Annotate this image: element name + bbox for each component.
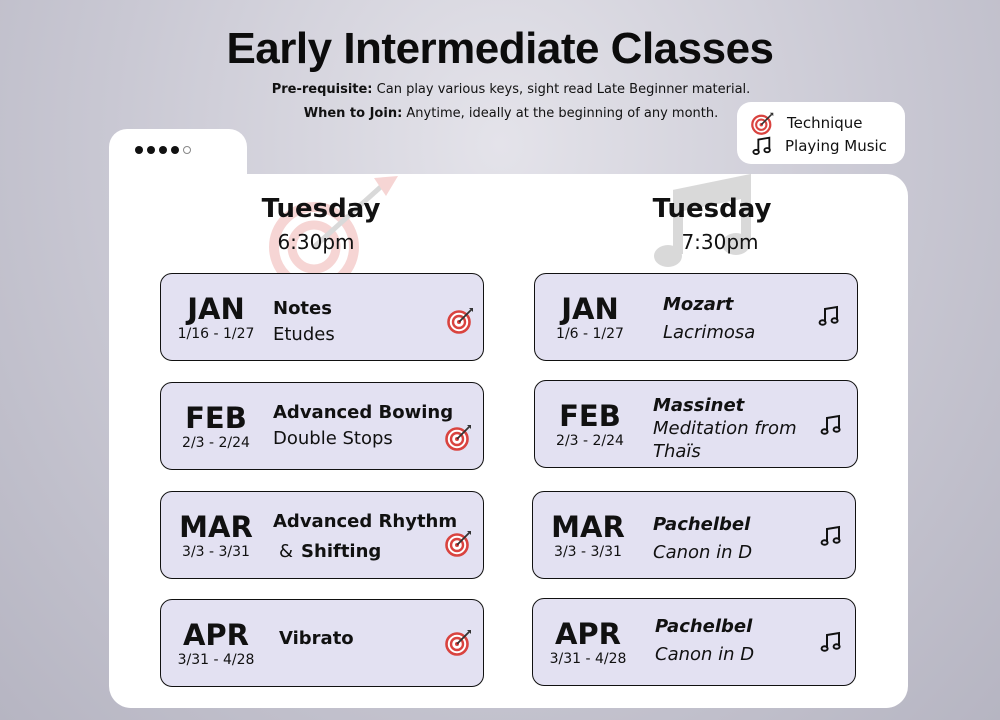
class-composer: Massinet <box>653 395 745 416</box>
column-2-day: Tuesday <box>652 194 772 224</box>
target-icon <box>751 111 775 135</box>
music-watermark-icon <box>650 172 760 276</box>
class-subtopic: Double Stops <box>273 428 393 449</box>
music-note-icon <box>819 413 843 437</box>
when-to-join-text: Anytime, ideally at the beginning of any month. <box>402 106 719 121</box>
class-topic: Advanced Bowing <box>273 402 454 423</box>
class-topic: Notes <box>273 298 332 319</box>
dot <box>183 146 191 154</box>
class-composer: Pachelbel <box>655 616 753 637</box>
column-1-day: Tuesday <box>261 194 381 224</box>
class-subtopic <box>279 541 381 562</box>
class-card-apr-technique[interactable] <box>160 599 484 687</box>
legend-music <box>751 135 887 157</box>
prerequisite-line <box>0 82 1000 97</box>
dot <box>171 146 179 154</box>
class-card-mar-technique[interactable] <box>160 491 484 579</box>
target-icon <box>447 306 475 334</box>
when-to-join-label: When to Join: <box>303 106 403 121</box>
class-month: FEB <box>185 401 247 435</box>
legend-technique-label: Technique <box>787 114 863 132</box>
prerequisite-label: Pre-requisite: <box>271 82 373 97</box>
class-composer: Mozart <box>663 294 734 315</box>
class-card-jan-technique[interactable] <box>160 273 484 361</box>
class-card-feb-music[interactable] <box>534 380 858 468</box>
class-month: JAN <box>187 292 245 326</box>
class-month: MAR <box>551 510 625 544</box>
class-topic: Vibrato <box>279 628 354 649</box>
class-topic: Advanced Rhythm <box>273 511 458 532</box>
target-watermark-icon <box>256 172 406 282</box>
target-icon <box>445 628 473 656</box>
target-icon <box>445 423 473 451</box>
class-card-feb-technique[interactable] <box>160 382 484 470</box>
class-month: APR <box>182 618 250 652</box>
class-date-range: 3/31 - 4/28 <box>549 651 627 667</box>
class-date-range: 1/6 - 1/27 <box>556 326 624 342</box>
legend-technique <box>751 111 863 135</box>
target-icon <box>445 529 473 557</box>
class-date-range: 1/16 - 1/27 <box>177 326 255 342</box>
dot <box>159 146 167 154</box>
class-date-range: 2/3 - 2/24 <box>182 435 250 451</box>
class-subtopic-ampersand: & <box>279 541 294 562</box>
window-dots <box>135 146 191 154</box>
music-note-icon <box>751 135 773 157</box>
class-month: JAN <box>561 292 619 326</box>
class-card-mar-music[interactable] <box>532 491 856 579</box>
music-note-icon <box>817 304 841 328</box>
class-piece: Lacrimosa <box>663 322 756 343</box>
class-card-jan-music[interactable] <box>534 273 858 361</box>
class-composer: Pachelbel <box>653 514 751 535</box>
page-title: Early Intermediate Classes <box>226 24 774 73</box>
class-piece: Canon in D <box>653 542 753 563</box>
class-date-range: 3/3 - 3/31 <box>554 544 622 560</box>
class-date-range: 2/3 - 2/24 <box>556 433 624 449</box>
column-2-time: 7:30pm <box>681 230 759 254</box>
class-card-apr-music[interactable] <box>532 598 856 686</box>
class-month: APR <box>554 617 622 651</box>
class-month: FEB <box>559 399 621 433</box>
legend-music-label: Playing Music <box>785 137 887 155</box>
dot <box>147 146 155 154</box>
prerequisite-text: Can play various keys, sight read Late Beginner material. <box>372 82 751 97</box>
legend <box>737 102 905 164</box>
class-date-range: 3/3 - 3/31 <box>182 544 250 560</box>
class-date-range: 3/31 - 4/28 <box>177 652 255 668</box>
class-piece: Canon in D <box>655 644 755 665</box>
dot <box>135 146 143 154</box>
class-month: MAR <box>179 510 253 544</box>
music-note-icon <box>819 524 843 548</box>
column-1-time: 6:30pm <box>277 230 355 254</box>
class-subtopic: Etudes <box>273 324 335 345</box>
class-subtopic-shifting: Shifting <box>301 541 382 562</box>
music-note-icon <box>819 630 843 654</box>
class-piece: Meditation from Thaïs <box>653 418 797 462</box>
